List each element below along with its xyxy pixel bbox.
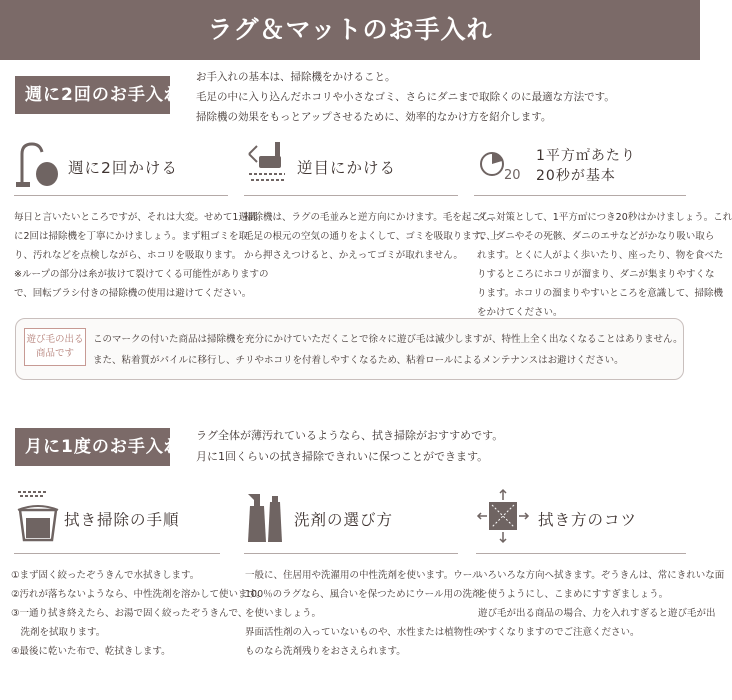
description-line: に2回は掃除機を丁寧にかけましょう。まず粗ゴミを取 <box>14 231 249 242</box>
divider <box>14 553 220 554</box>
method-detergent-choice <box>246 488 456 528</box>
method-description <box>478 566 724 642</box>
method-title: 拭き掃除の手順 <box>64 511 180 529</box>
weekly-section-label: 週に2回のお手入れ <box>15 76 170 114</box>
divider <box>14 195 228 196</box>
monthly-intro <box>196 425 503 467</box>
method-wiping-steps <box>16 488 226 528</box>
method-description <box>477 208 732 322</box>
weekly-intro <box>196 67 615 127</box>
method-description <box>14 208 269 303</box>
description-line: 毎日と言いたいところですが、それは大変。せめて1週間 <box>14 212 258 223</box>
description-line: を使いましょう。 <box>245 608 322 619</box>
notice-line: また、粘着質がパイルに移行し、チリやホコリを付着しやすくなるため、粘着ロールによるメンテナンスはお避けください。 <box>93 355 624 366</box>
badge-line: 遊び毛の出る <box>26 334 84 345</box>
bucket-cloth-icon <box>16 488 60 548</box>
description-line: ②汚れが落ちないようなら、中性洗剤を溶かして使います。 <box>11 589 266 600</box>
description-line: 界面活性剤の入っていないものや、水性または植物性の <box>245 627 483 638</box>
description-line: り、汚れなどを点検しながら、ホコリを吸取ります。 <box>14 250 242 261</box>
shedding-notice <box>15 318 684 380</box>
page-title-banner: ラグ＆マットのお手入れ <box>0 0 700 60</box>
description-line: をかけてください。 <box>477 307 563 318</box>
method-title-line: 1平方㎡あたり <box>536 148 636 164</box>
method-title <box>536 146 636 186</box>
method-title: 逆目にかける <box>297 159 397 177</box>
method-reverse-direction <box>245 140 455 180</box>
badge-line: 商品です <box>35 348 74 359</box>
description-line: を使うようにし、こまめにすすぎましょう。 <box>478 589 669 600</box>
monthly-section-label: 月に1度のお手入れ <box>15 428 170 466</box>
timer-icon <box>478 140 524 188</box>
method-twice-weekly <box>16 140 226 180</box>
description-line: から押さえつけると、かえってゴミが取れません。 <box>244 250 463 261</box>
method-description <box>244 208 500 265</box>
description-line: ※ループの部分は糸が抜けて裂けてくる可能性がありますの <box>14 269 269 280</box>
notice-line: このマークの付いた商品は掃除機を充分にかけていただくことで徐々に遊び毛は減少しますが、特性上全く出なくなることはありません。 <box>93 334 683 345</box>
description-line: ります。ホコリの溜まりやすいところを意識して、掃除機 <box>477 288 724 299</box>
description-line: やすくなりますのでご注意ください。 <box>478 627 640 638</box>
method-title: 拭き方のコツ <box>538 511 638 529</box>
description-line: で、回転ブラシ付きの掃除機の使用は避けてください。 <box>14 288 252 299</box>
description-line: ④最後に乾いた布で、乾拭きします。 <box>11 646 171 657</box>
divider <box>476 553 686 554</box>
reverse-nap-icon <box>245 140 289 190</box>
divider <box>474 195 686 196</box>
description-line: ダニ対策として、1平方㎡につき20秒はかけましょう。これ <box>477 212 732 223</box>
method-title: 週に2回かける <box>68 159 178 177</box>
notice-text <box>93 329 683 371</box>
weekly-intro-line: 毛足の中に入り込んだホコリや小さなゴミ、さらにダニまで取除くのに最適な方法です。 <box>196 91 615 103</box>
divider <box>244 195 458 196</box>
description-line: ①まず固く絞ったぞうきんで水拭きします。 <box>11 570 200 581</box>
description-line: 遊び毛が出る商品の場合、力を入れすぎると遊び毛が出 <box>478 608 716 619</box>
detergent-bottles-icon <box>246 488 286 548</box>
description-line: ものなら洗剤残りをおさえられます。 <box>245 646 406 657</box>
method-wiping-tips <box>478 488 688 528</box>
weekly-intro-line: お手入れの基本は、掃除機をかけること。 <box>196 71 396 83</box>
description-line: 掃除機は、ラグの毛並みと逆方向にかけます。毛を起こし、 <box>244 212 500 223</box>
description-line: 一般に、住居用や洗濯用の中性洗剤を使います。ウール <box>245 570 482 581</box>
description-line: りするところにホコリが溜まり、ダニが集まりやすくな <box>477 269 715 280</box>
method-title-line: 20秒が基本 <box>536 168 616 184</box>
method-description <box>245 566 482 661</box>
description-line: いろいろな方向へ拭きます。ぞうきんは、常にきれいな面 <box>478 570 725 581</box>
description-line: 毛足の根元の空気の通りをよくして、ゴミを吸取ります。上 <box>244 231 500 242</box>
monthly-intro-line: 月に1回くらいの拭き掃除できれいに保つことができます。 <box>196 450 489 463</box>
method-title: 洗剤の選び方 <box>294 511 394 529</box>
method-description <box>11 566 266 661</box>
divider <box>244 553 458 554</box>
method-twenty-seconds <box>478 140 688 184</box>
vacuum-cleaner-icon <box>16 140 58 194</box>
description-line: 100％のラグなら、風合いを保つためにウール用の洗剤 <box>245 589 482 600</box>
wipe-directions-icon <box>478 488 528 548</box>
timer-label: 20 <box>504 168 521 183</box>
description-line: ③一通り拭き終えたら、お湯で固く絞ったぞうきんで、 <box>11 608 248 619</box>
shedding-badge <box>24 328 86 366</box>
description-line: 洗剤を拭取ります。 <box>11 627 106 638</box>
description-line: れます。とくに人がよく歩いたり、座ったり、物を食べた <box>477 250 724 261</box>
monthly-intro-line: ラグ全体が薄汚れているようなら、拭き掃除がおすすめです。 <box>196 429 504 442</box>
description-line: で、ダニやその死骸、ダニのエサなどがかなり吸い取ら <box>477 231 715 242</box>
weekly-intro-line: 掃除機の効果をもっとアップさせるために、効率的なかけ方を紹介します。 <box>196 111 552 123</box>
